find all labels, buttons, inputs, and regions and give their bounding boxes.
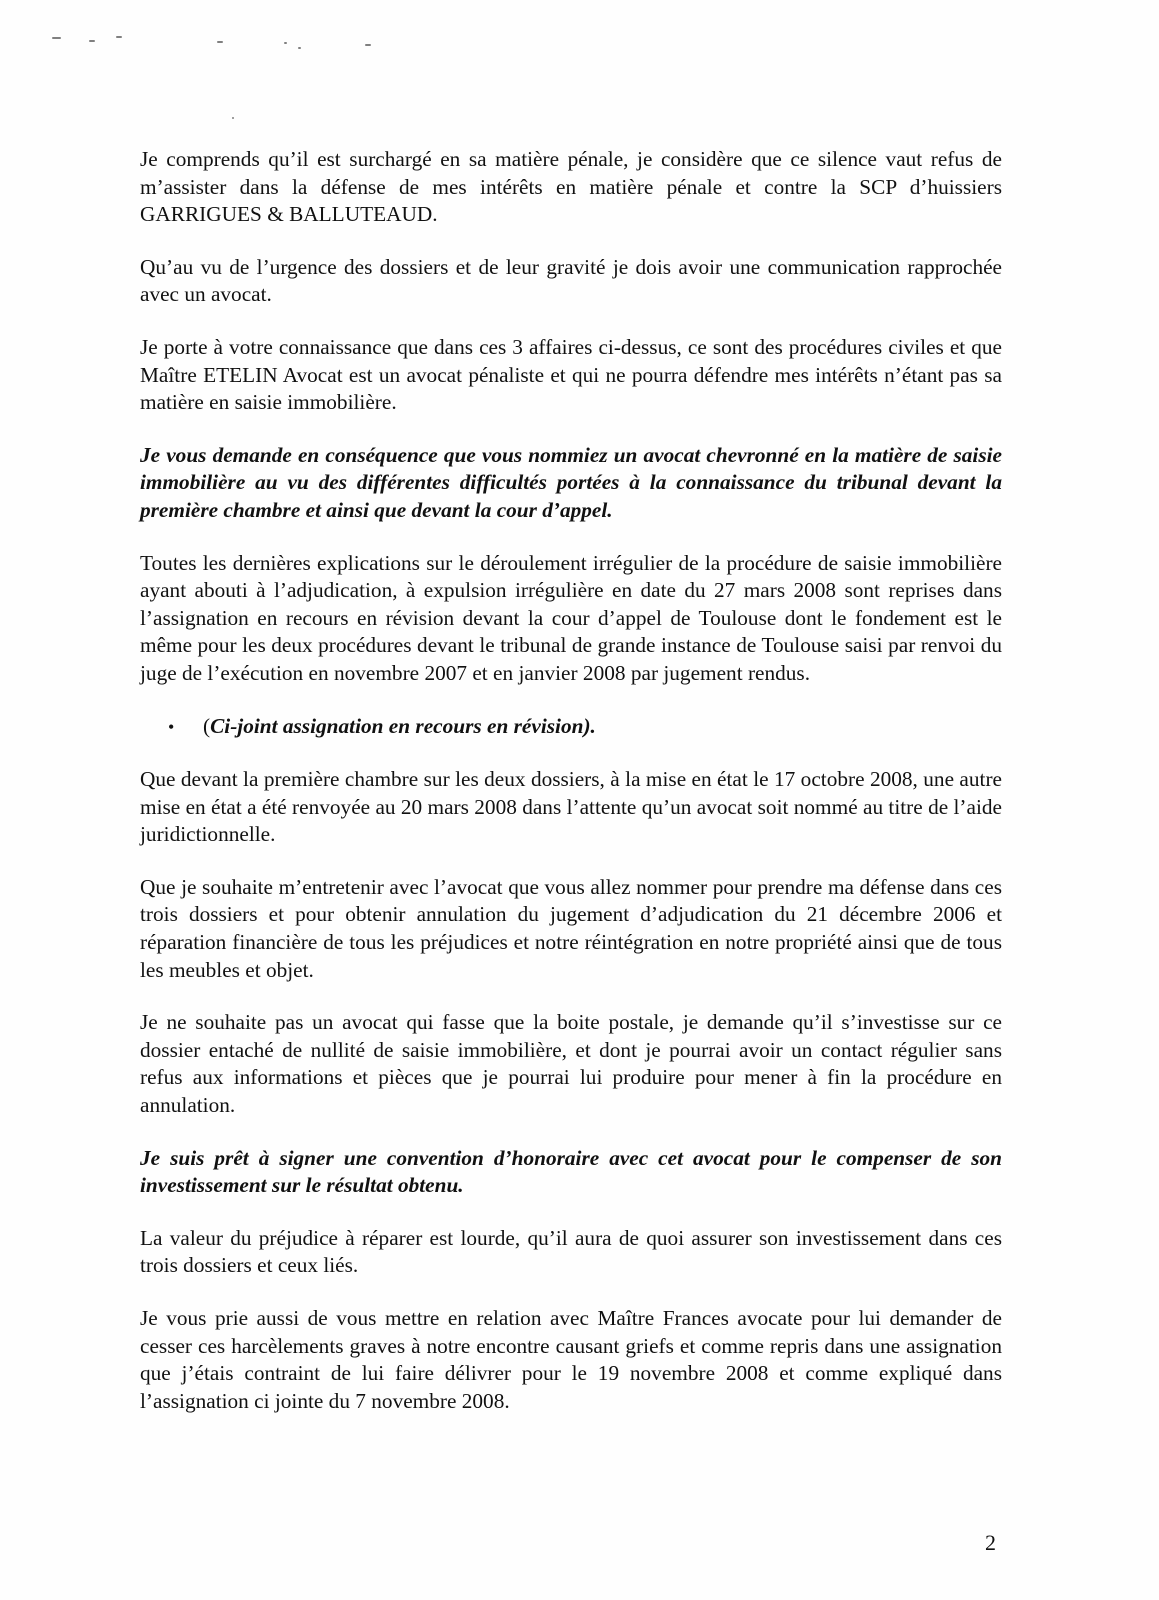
- paragraph: Que devant la première chambre sur les deux dossiers, à la mise en état le 17 octobre 2008, une autre mise en état a été renvoyée au 20 mars 2008 dans l’attente qu’un avocat soit nommé au titre de l’aide juridictionnelle.: [140, 767, 1002, 847]
- paragraph: Je ne souhaite pas un avocat qui fasse que la boite postale, je demande qu’il s’investisse sur ce dossier entaché de nullité de saisie immobilière, et dont je pourrai avoir un contact régulier sans refus aux informations et pièces que je pourrai lui produire pour mener à fin la procédure en annulation.: [140, 1010, 1002, 1118]
- scan-artifact: [298, 47, 301, 49]
- scan-artifact: [116, 36, 122, 38]
- page-number: 2: [985, 1530, 996, 1555]
- paragraph: Qu’au vu de l’urgence des dossiers et de leur gravité je dois avoir une communication rapprochée avec un avocat.: [140, 254, 1002, 307]
- paragraph: La valeur du préjudice à réparer est lourde, qu’il aura de quoi assurer son investissement dans ces trois dossiers et ceux liés.: [140, 1225, 1002, 1278]
- scan-artifact: [284, 42, 287, 44]
- paragraph: Que je souhaite m’entretenir avec l’avocat que vous allez nommer pour prendre ma défense dans ces trois dossiers et pour obtenir annulation du jugement d’adjudication du 21 décembre 2006 et réparation financière de tous les préjudices et notre réintégration en notre propriété ainsi que de tous les meubles et objet.: [140, 874, 1002, 982]
- attachment-bullet: [140, 713, 1002, 742]
- emphasized-paragraph: Je vous demande en conséquence que vous nommiez un avocat chevronné en la matière de saisie immobilière au vu des différentes difficultés portées à la connaissance du tribunal devant la première chambre et ainsi que devant la cour d’appel.: [140, 442, 1002, 522]
- paragraph: Toutes les dernières explications sur le déroulement irrégulier de la procédure de saisie immobilière ayant abouti à l’adjudication, à expulsion irrégulière en date du 27 mars 2008 sont reprises dans l’assignation en recours en révision devant la cour d’appel de Toulouse dont le fondement est le même pour les deux procédures devant le tribunal de grande instance de Toulouse saisi par renvoi du juge de l’exécution en novembre 2007 et en janvier 2008 par jugement rendus.: [140, 550, 1002, 685]
- open-paren: (: [203, 713, 211, 738]
- scan-artifact: [232, 117, 234, 119]
- scan-artifact: [52, 37, 61, 39]
- scan-artifact: [365, 44, 371, 46]
- paragraph: Je porte à votre connaissance que dans ces 3 affaires ci-dessus, ce sont des procédures civiles et que Maître ETELIN Avocat est un avocat pénaliste et qui ne pourra défendre mes intérêts n’étant pas sa matière en saisie immobilière.: [140, 334, 1002, 415]
- letter-body: [140, 146, 1002, 1440]
- bullet-icon: •: [168, 716, 175, 737]
- scan-artifact: [89, 40, 95, 42]
- attachment-note-text: Ci-joint assignation en recours en révision: [210, 713, 584, 738]
- scan-artifact: [217, 41, 223, 43]
- paragraph: Je comprends qu’il est surchargé en sa matière pénale, je considère que ce silence vaut refus de m’assister dans la défense de mes intérêts en matière pénale et contre la SCP d’huissiers GARRIGUES & BALLUTEAUD.: [140, 147, 1002, 227]
- emphasized-paragraph: Je suis prêt à signer une convention d’honoraire avec cet avocat pour le compenser de son investissement sur le résultat obtenu.: [140, 1145, 1002, 1198]
- close-paren: ).: [583, 713, 596, 738]
- attachment-note: [203, 713, 596, 741]
- paragraph: Je vous prie aussi de vous mettre en relation avec Maître Frances avocate pour lui demander de cesser ces harcèlements graves à notre encontre causant griefs et comme repris dans une assignation que j’étais contraint de lui faire délivrer pour le 19 novembre 2008 et comme expliqué dans l’assignation ci jointe du 7 novembre 2008.: [140, 1306, 1002, 1413]
